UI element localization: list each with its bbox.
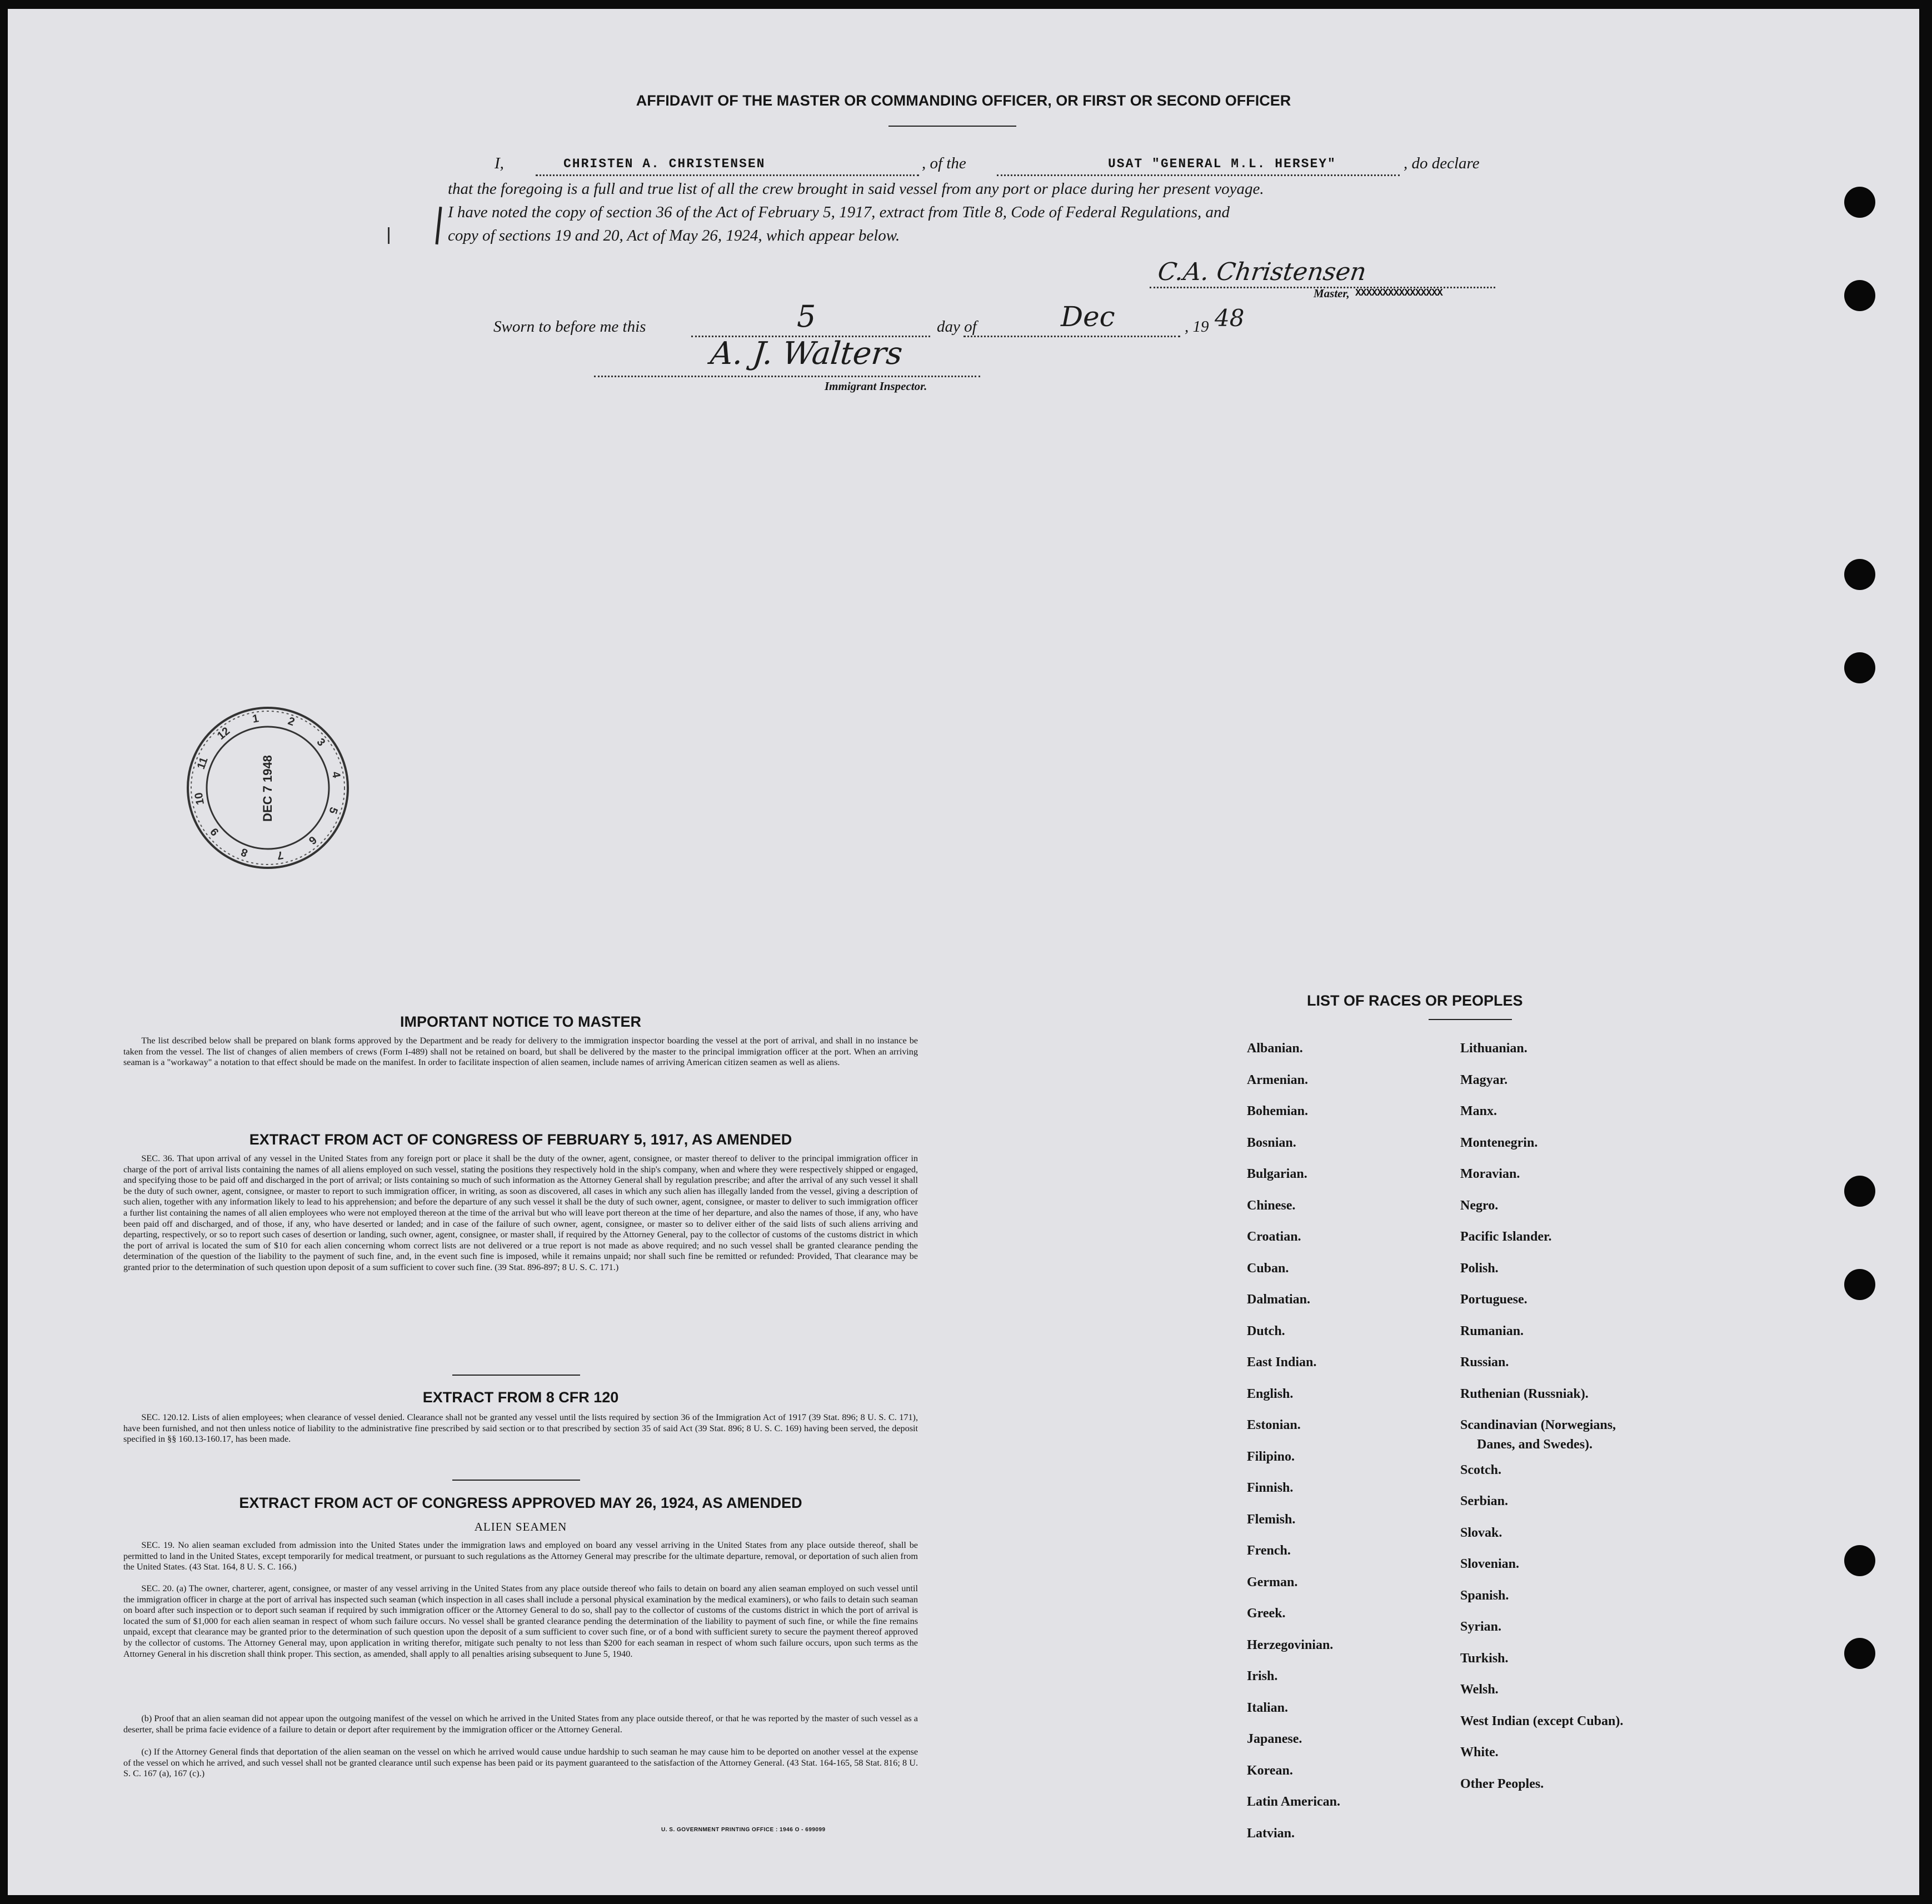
race-item: Scotch. [1460,1462,1501,1477]
race-item: Estonian. [1247,1418,1301,1432]
race-item: Rumanian. [1460,1323,1524,1338]
race-item: Scandinavian (Norwegians, [1460,1418,1616,1432]
races-rule [1429,1019,1512,1020]
race-item: Korean. [1247,1763,1293,1778]
race-item: Russian. [1460,1355,1509,1370]
stamp-ring-number: 8 [239,845,249,859]
race-item: Other Peoples. [1460,1776,1544,1791]
race-item: German. [1247,1575,1298,1590]
affidavit-line-3: I have noted the copy of section 36 of the Act of February 5, 1917, extract from Title 8, Code of Federal Regulations, and [448,203,1230,221]
margin-tick [388,227,390,244]
race-item: Manx. [1460,1104,1497,1118]
inspector-signature: A. J. Walters [708,336,905,372]
month-line [963,336,1180,337]
stamp-ring-number: 7 [276,848,284,862]
stamp-ring-number: 6 [306,833,319,847]
race-item: Croatian. [1247,1230,1301,1244]
race-item: East Indian. [1247,1355,1317,1370]
stamp-ring-number: 5 [326,806,340,816]
race-item: Flemish. [1247,1512,1296,1527]
stamp-ring-number: 2 [286,715,297,729]
race-item: Cuban. [1247,1261,1289,1276]
race-item: Chinese. [1247,1198,1296,1213]
race-item: Lithuanian. [1460,1041,1527,1056]
extract-1924-subtitle: ALIEN SEAMEN [474,1520,567,1533]
affidavit-i: I, [495,154,504,172]
affidavit-line-4: copy of sections 19 and 20, Act of May 26, 1924, which appear below. [448,227,900,244]
section-20a-text: SEC. 20. (a) The owner, charterer, agent, consignee, or master of any vessel arriving in the United States from any place outside thereof who fails to detain on board any alien seaman employed on such vessel until the immigration officer in charge at the port of arrival has inspected such seaman (which inspection in all cases shall include a personal physical examination by the medical examiners), or who fails to detain such seaman on board after such inspection or to deport such seaman if required by such immigration officer or the Attorney General to do so, shall pay to the collector of customs of the customs district in which the port of arrival is located the sum of $1,000 for each alien seaman in respect of whom such failure occurs. No vessel shall be granted clearance pending the determination of the liability to payment of such fine, or while the fine remains unpaid, except that clearance may be granted prior to the determination of such question upon the deposit of a sum sufficient to cover such fine, or of a bond with sufficient surety to secure the payment thereof approved by the collector of customs. The Attorney General may, upon application in writing therefor, mitigate such penalty to not less than $200 for each seaman in respect of whom such failure occurs, upon such terms as the Attorney General in his discretion shall think proper. This section, as amended, shall apply to all penalties arising subsequent to June 5, 1940. [123,1583,918,1659]
race-item: Bosnian. [1247,1135,1296,1150]
stamp-date: DEC 7 1948 [261,755,274,822]
sworn-text: Sworn to before me this [493,318,646,336]
race-item: Greek. [1247,1606,1286,1621]
race-item: Welsh. [1460,1682,1499,1697]
punch-hole [1844,1269,1875,1300]
stamp-ring-number: 10 [192,791,207,806]
punch-hole [1844,187,1875,218]
punch-hole [1844,652,1875,683]
punch-hole [1844,1638,1875,1669]
stamp-ring-number: 12 [215,724,233,742]
day-of-text: day of [937,318,977,336]
affidavit-line-2: that the foregoing is a full and true list of all the crew brought in said vessel from any port or place during her present voyage. [448,180,1264,198]
inspector-line [594,376,980,377]
section-rule [452,1480,580,1481]
punch-hole [1844,1545,1875,1576]
stamp-ring-number: 11 [195,755,211,771]
race-item: Irish. [1247,1669,1278,1683]
race-item: Japanese. [1247,1732,1302,1746]
extract-1924-title: EXTRACT FROM ACT OF CONGRESS APPROVED MAY 26, 1924, AS AMENDED [239,1495,802,1511]
extract-cfr-text: SEC. 120.12. Lists of alien employees; when clearance of vessel denied. Clearance shall not be granted any vessel until the lists required by section 36 of the Immigration Act of 1917 (39 Stat. 896; 8 U. S. C. 171), have been furnished, and not then unless notice of liability to the administrative fine prescribed by said section or to that prescribed by section 35 of said Act (39 Stat. 896; 8 U. S. C. 169) having been served, the deposit specified in §§ 160.13-160.17, has been made. [123,1412,918,1445]
race-item: Negro. [1460,1198,1499,1213]
notice-text: The list described below shall be prepared on blank forms approved by the Department and be ready for delivery to the immigration inspector boarding the vessel at the port of arrival, and shall in no instance be taken from the vessel. The list of changes of alien members of crews (Form I-489) shall not be retained on board, but shall be delivered by the master to the principal immigration officer at the port. When an arriving seaman is a "workaway" a notation to that effect should be made on the manifest. In order to facilitate inspection of alien seamen, include names of arriving American citizen seamen as well as aliens. [123,1036,918,1068]
race-item: Magyar. [1460,1072,1508,1087]
printer-imprint: U. S. GOVERNMENT PRINTING OFFICE : 1946 O - 699099 [661,1827,826,1833]
race-item: Latvian. [1247,1826,1295,1841]
year-prefix: , 19 [1185,318,1209,336]
race-item: Danes, and Swedes). [1477,1437,1593,1452]
inspector-label: Immigrant Inspector. [825,379,927,393]
punch-hole [1844,1176,1875,1207]
race-item: Slovak. [1460,1525,1502,1540]
race-item: English. [1247,1386,1294,1401]
stamp-ring-number: 1 [251,712,260,726]
stamp-ring-number: 4 [329,771,343,779]
races-title: LIST OF RACES OR PEOPLES [1307,992,1523,1009]
race-item: Polish. [1460,1261,1499,1276]
race-item: Finnish. [1247,1481,1294,1495]
punch-hole [1844,559,1875,590]
vessel-name: USAT "GENERAL M.L. HERSEY" [1108,157,1336,171]
master-name: CHRISTEN A. CHRISTENSEN [563,157,766,171]
vessel-line [997,174,1400,176]
race-item: Spanish. [1460,1588,1509,1603]
race-item: Filipino. [1247,1449,1295,1464]
race-item: Herzegovinian. [1247,1637,1334,1652]
race-item: Portuguese. [1460,1292,1527,1307]
section-20b-text: (b) Proof that an alien seaman did not appear upon the outgoing manifest of the vessel on which he arrived in the United States from any place outside thereof, or that he was reported by the master of such vessel as a deserter, shall be prima facie evidence of a failure to detain or deport after requirement by the immigration officer or the Attorney General. [123,1713,918,1735]
race-item: Bulgarian. [1247,1167,1307,1181]
master-signature: C.A. Christensen [1156,258,1369,286]
struck-title: XXXXXXXXXXXXXXXX [1355,288,1442,299]
section-rule [452,1375,580,1376]
year-value: 48 [1215,304,1245,332]
punch-hole [1844,280,1875,311]
race-item: Albanian. [1247,1041,1303,1056]
section-20c-text: (c) If the Attorney General finds that deportation of the alien seaman on the vessel on which he arrived would cause undue hardship to such seaman he may cause him to be deported on another vessel at the expense of the vessel on which he arrived, and such vessel shall not be granted clearance until such expense has been paid or its payment guaranteed to the satisfaction of the Attorney General. (43 Stat. 164-165, 58 Stat. 816; 8 U. S. C. 167 (a), 167 (c).) [123,1747,918,1779]
master-name-line [536,174,919,176]
race-item: Turkish. [1460,1651,1509,1666]
race-item: Dalmatian. [1247,1292,1310,1307]
race-item: Ruthenian (Russniak). [1460,1386,1589,1401]
extract-1917-title: EXTRACT FROM ACT OF CONGRESS OF FEBRUARY 5, 1917, AS AMENDED [249,1131,792,1148]
race-item: Armenian. [1247,1072,1308,1087]
form-page [8,9,1919,1895]
stamp-ring-number: 9 [208,825,222,838]
race-item: Syrian. [1460,1620,1502,1634]
race-item: Bohemian. [1247,1104,1309,1118]
master-label: Master, [1314,287,1350,300]
races-left-column [1247,1041,1340,1857]
race-item: Moravian. [1460,1167,1520,1181]
race-item: French. [1247,1543,1291,1558]
do-declare-text: , do declare [1404,154,1480,172]
title-rule [888,126,1016,127]
race-item: White. [1460,1745,1499,1760]
affidavit-title: AFFIDAVIT OF THE MASTER OR COMMANDING OFFICER, OR FIRST OR SECOND OFFICER [636,92,1291,109]
extract-cfr-title: EXTRACT FROM 8 CFR 120 [422,1389,619,1406]
race-item: Dutch. [1247,1323,1285,1338]
margin-bracket [435,207,442,244]
month-value: Dec [1061,301,1115,333]
stamp-ring-number: 3 [314,736,328,749]
races-right-column [1460,1041,1623,1808]
notice-title: IMPORTANT NOTICE TO MASTER [400,1013,641,1030]
date-stamp [184,704,351,871]
of-the-text: , of the [922,154,966,172]
race-item: Slovenian. [1460,1557,1520,1571]
section-19-text: SEC. 19. No alien seaman excluded from admission into the United States under the immigration laws and employed on board any vessel arriving in the United States from any place outside thereof, shall be permitted to land in the United States, except temporarily for medical treatment, or pursuant to such regulations as the Attorney General may prescribe for the ultimate departure, removal, or deportation of such alien from the United States. (43 Stat. 164, 8 U. S. C. 166.) [123,1540,918,1572]
race-item: Montenegrin. [1460,1135,1538,1150]
extract-1917-text: SEC. 36. That upon arrival of any vessel in the United States from any foreign port or place it shall be the duty of the owner, agent, consignee, or master thereof to deliver to the principal immigration officer in charge of the port of arrival lists containing the names of all aliens employed on such vessel, stating the positions they respectively hold in the ship's company, when and where they were respectively shipped or engaged, and specifying those to be paid off and discharged in the port of arrival; or lists containing so much of such information as the Attorney General shall by regulation prescribe; and after the arrival of any such vessel it shall be the duty of such owner, agent, consignee, or master to report to such immigration officer, in writing, as soon as discovered, all cases in which any such alien has illegally landed from the vessel, giving a description of such alien, together with any information likely to lead to his apprehension; and before the departure of any such vessel it shall be the duty of such owner, agent, consignee, or master to deliver to such immigration officer a further list containing the names of all alien employees who were not employed thereon at the time of the arrival but who will leave port thereon at the time of her departure, and also the names of those, if any, who have been paid off and discharged, and of those, if any, who have deserted or landed; and in case of the failure of such owner, agent, consignee, or master so to deliver either of the said lists of such aliens arriving and departing, respectively, or so to report such cases of desertion or landing, such owner, agent, consignee, or master shall, if required by the Attorney General, pay to the collector of customs of the customs district in which the port of arrival is located the sum of $10 for each alien concerning whom correct lists are not delivered or a true report is not made as above required; and no such vessel shall be granted clearance pending the determination of the question of the liability to the payment of such fine, and, in the event such fine is imposed, while it remains unpaid; nor shall such fine be remitted or refunded: Provided, That clearance may be granted prior to the determination of such question upon deposit of a sum sufficient to cover such fine. (39 Stat. 896-897; 8 U. S. C. 171.) [123,1153,918,1272]
day-value: 5 [797,299,816,334]
race-item: Pacific Islander. [1460,1230,1552,1244]
race-item: West Indian (except Cuban). [1460,1713,1624,1728]
race-item: Serbian. [1460,1494,1509,1508]
race-item: Latin American. [1247,1795,1340,1809]
race-item: Italian. [1247,1700,1289,1715]
